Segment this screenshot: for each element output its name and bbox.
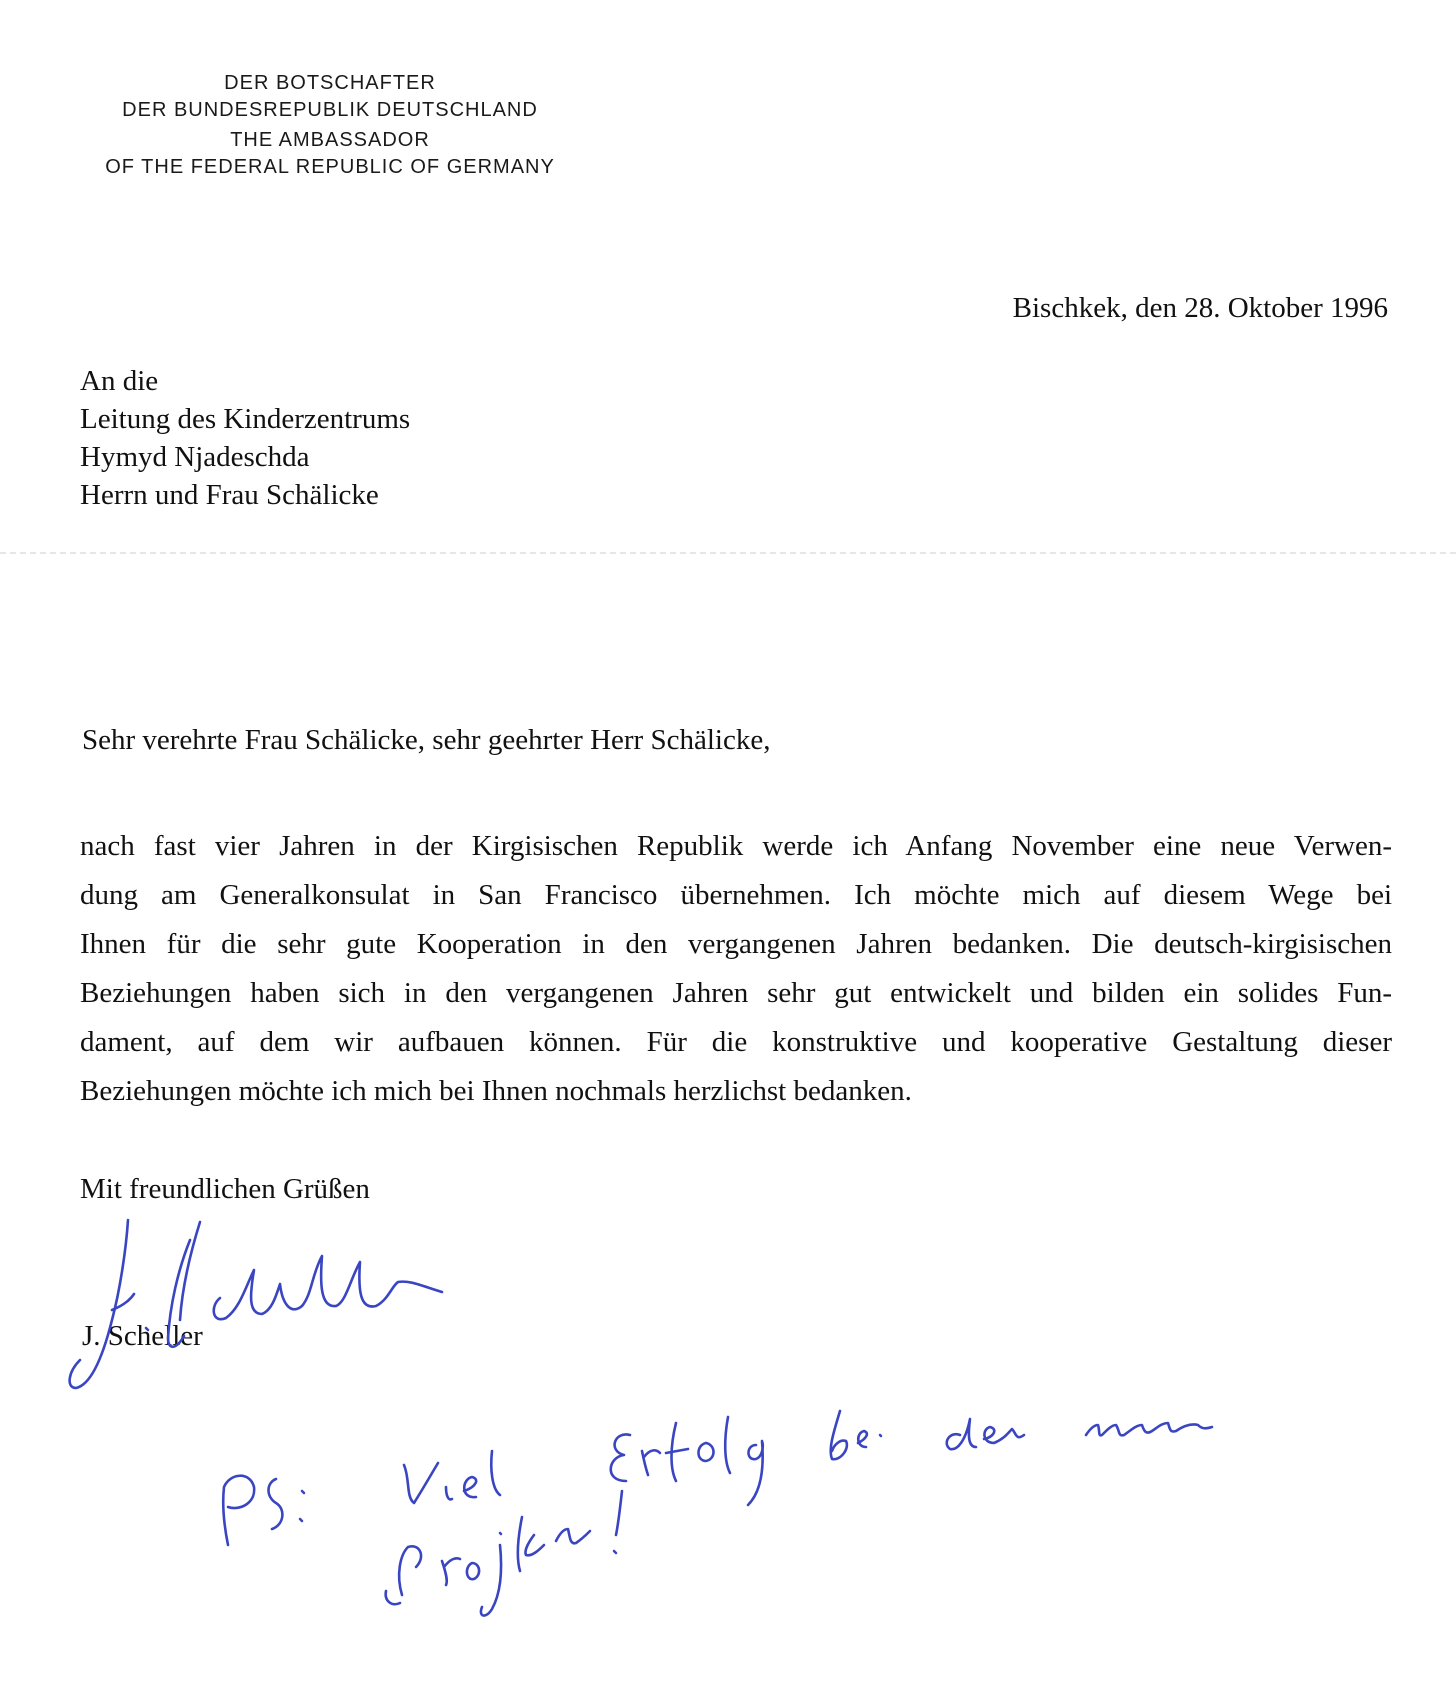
body-line: Beziehungen möchte ich mich bei Ihnen nochmals herzlichst bedanken.: [80, 1075, 912, 1107]
date-line: Bischkek, den 28. Oktober 1996: [1012, 292, 1388, 324]
letter-body: [80, 822, 1392, 1116]
body-line: dament, auf dem wir aufbauen können. Für die konstruktive und kooperative Gestaltung dieser: [80, 1026, 1392, 1058]
address-line: Hymyd Njadeschda: [80, 441, 310, 473]
body-line: Ihnen für die sehr gute Kooperation in den vergangenen Jahren bedanken. Die deutsch-kirgisischen: [80, 928, 1392, 960]
address-line: Leitung des Kinderzentrums: [80, 403, 411, 435]
letterhead-line: OF THE FEDERAL REPUBLIC OF GERMANY: [105, 156, 555, 178]
signer-name: J. Scheller: [82, 1320, 203, 1352]
closing: Mit freundlichen Grüßen: [80, 1173, 370, 1205]
body-line: Beziehungen haben sich in den vergangenen Jahren sehr gut entwickelt und bilden ein solides Fun-: [80, 977, 1392, 1009]
salutation: Sehr verehrte Frau Schälicke, sehr geehrter Herr Schälicke,: [82, 724, 771, 756]
body-line: dung am Generalkonsulat in San Francisco übernehmen. Ich möchte mich auf diesem Wege bei: [80, 879, 1392, 911]
handwritten-signature: [50, 1210, 490, 1400]
letterhead: [80, 70, 580, 181]
letterhead-line: THE AMBASSADOR: [230, 129, 430, 151]
letterhead-line: DER BOTSCHAFTER: [224, 72, 436, 94]
recipient-address: [80, 362, 410, 514]
handwritten-postscript: [210, 1395, 1350, 1635]
body-line: nach fast vier Jahren in der Kirgisischen Republik werde ich Anfang November eine neue Verwen-: [80, 830, 1392, 862]
address-line: Herrn und Frau Schälicke: [80, 479, 379, 511]
address-line: An die: [80, 365, 159, 397]
paper-fold-line: [0, 552, 1456, 554]
letterhead-line: DER BUNDESREPUBLIK DEUTSCHLAND: [122, 99, 538, 121]
